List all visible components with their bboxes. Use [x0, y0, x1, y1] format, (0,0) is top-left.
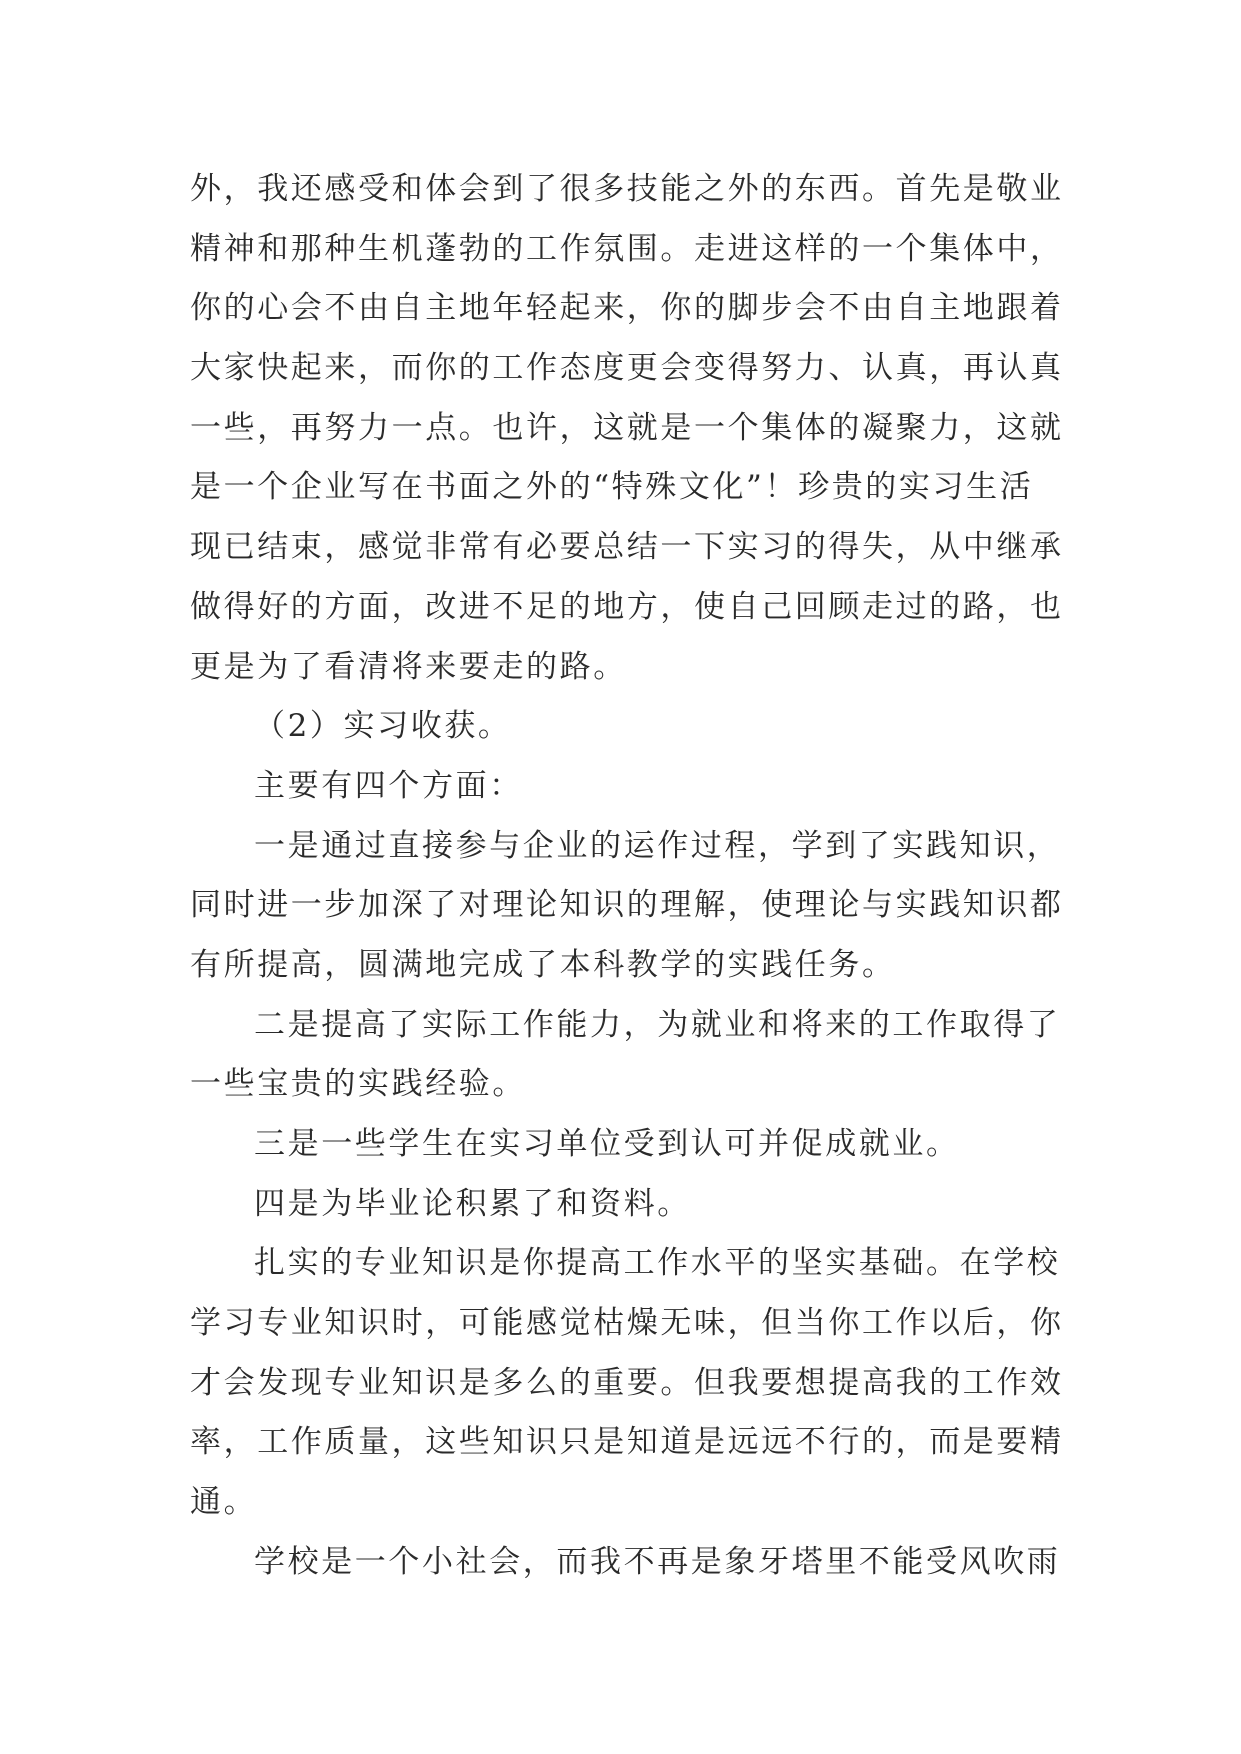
text-line: 大家快起来，而你的工作态度更会变得努力、认真，再认真 [190, 350, 1064, 387]
text-line: 主要有四个方面： [254, 767, 523, 804]
text-line: 有所提高，圆满地完成了本科教学的实践任务。 [190, 946, 896, 983]
text-line: 三是一些学生在实习单位受到认可并促成就业。 [254, 1126, 960, 1162]
text-line: 更是为了看清将来要走的路。 [190, 648, 627, 685]
text-line: 才会发现专业知识是多么的重要。但我要想提高我的工作效 [190, 1364, 1064, 1401]
text-line: 学校是一个小社会，而我不再是象牙塔里不能受风吹雨 [254, 1543, 1061, 1580]
text-line: 外，我还感受和体会到了很多技能之外的东西。首先是敬业 [190, 171, 1064, 207]
text-line: 做得好的方面，改进不足的地方，使自己回顾走过的路，也 [190, 588, 1064, 625]
text-line: 扎实的专业知识是你提高工作水平的坚实基础。在学校 [254, 1245, 1061, 1282]
text-line: 同时进一步加深了对理论知识的理解，使理论与实践知识都 [190, 887, 1064, 924]
text-line: 通。 [190, 1484, 258, 1521]
text-line: 二是提高了实际工作能力，为就业和将来的工作取得了 [254, 1006, 1061, 1043]
text-line: 一些，再努力一点。也许，这就是一个集体的凝聚力，这就 [190, 409, 1064, 446]
text-line: 四是为毕业论积累了和资料。 [254, 1185, 691, 1222]
text-line: （2）实习收获。 [254, 708, 512, 745]
text-line: 现已结束，感觉非常有必要总结一下实习的得失，从中继承 [190, 529, 1064, 566]
text-line: 学习专业知识时，可能感觉枯燥无味，但当你工作以后，你 [190, 1305, 1064, 1342]
body-text [190, 160, 1064, 1593]
text-line: 一些宝贵的实践经验。 [190, 1066, 526, 1103]
text-line: 一是通过直接参与企业的运作过程，学到了实践知识， [254, 827, 1061, 864]
text-line: 精神和那种生机蓬勃的工作氛围。走进这样的一个集体中， [190, 230, 1064, 267]
text-line: 是一个企业写在书面之外的“特殊文化”！珍贵的实习生活 [190, 469, 1034, 506]
text-line: 率，工作质量，这些知识只是知道是远远不行的，而是要精 [190, 1424, 1064, 1461]
text-line: 你的心会不由自主地年轻起来，你的脚步会不由自主地跟着 [190, 290, 1064, 327]
